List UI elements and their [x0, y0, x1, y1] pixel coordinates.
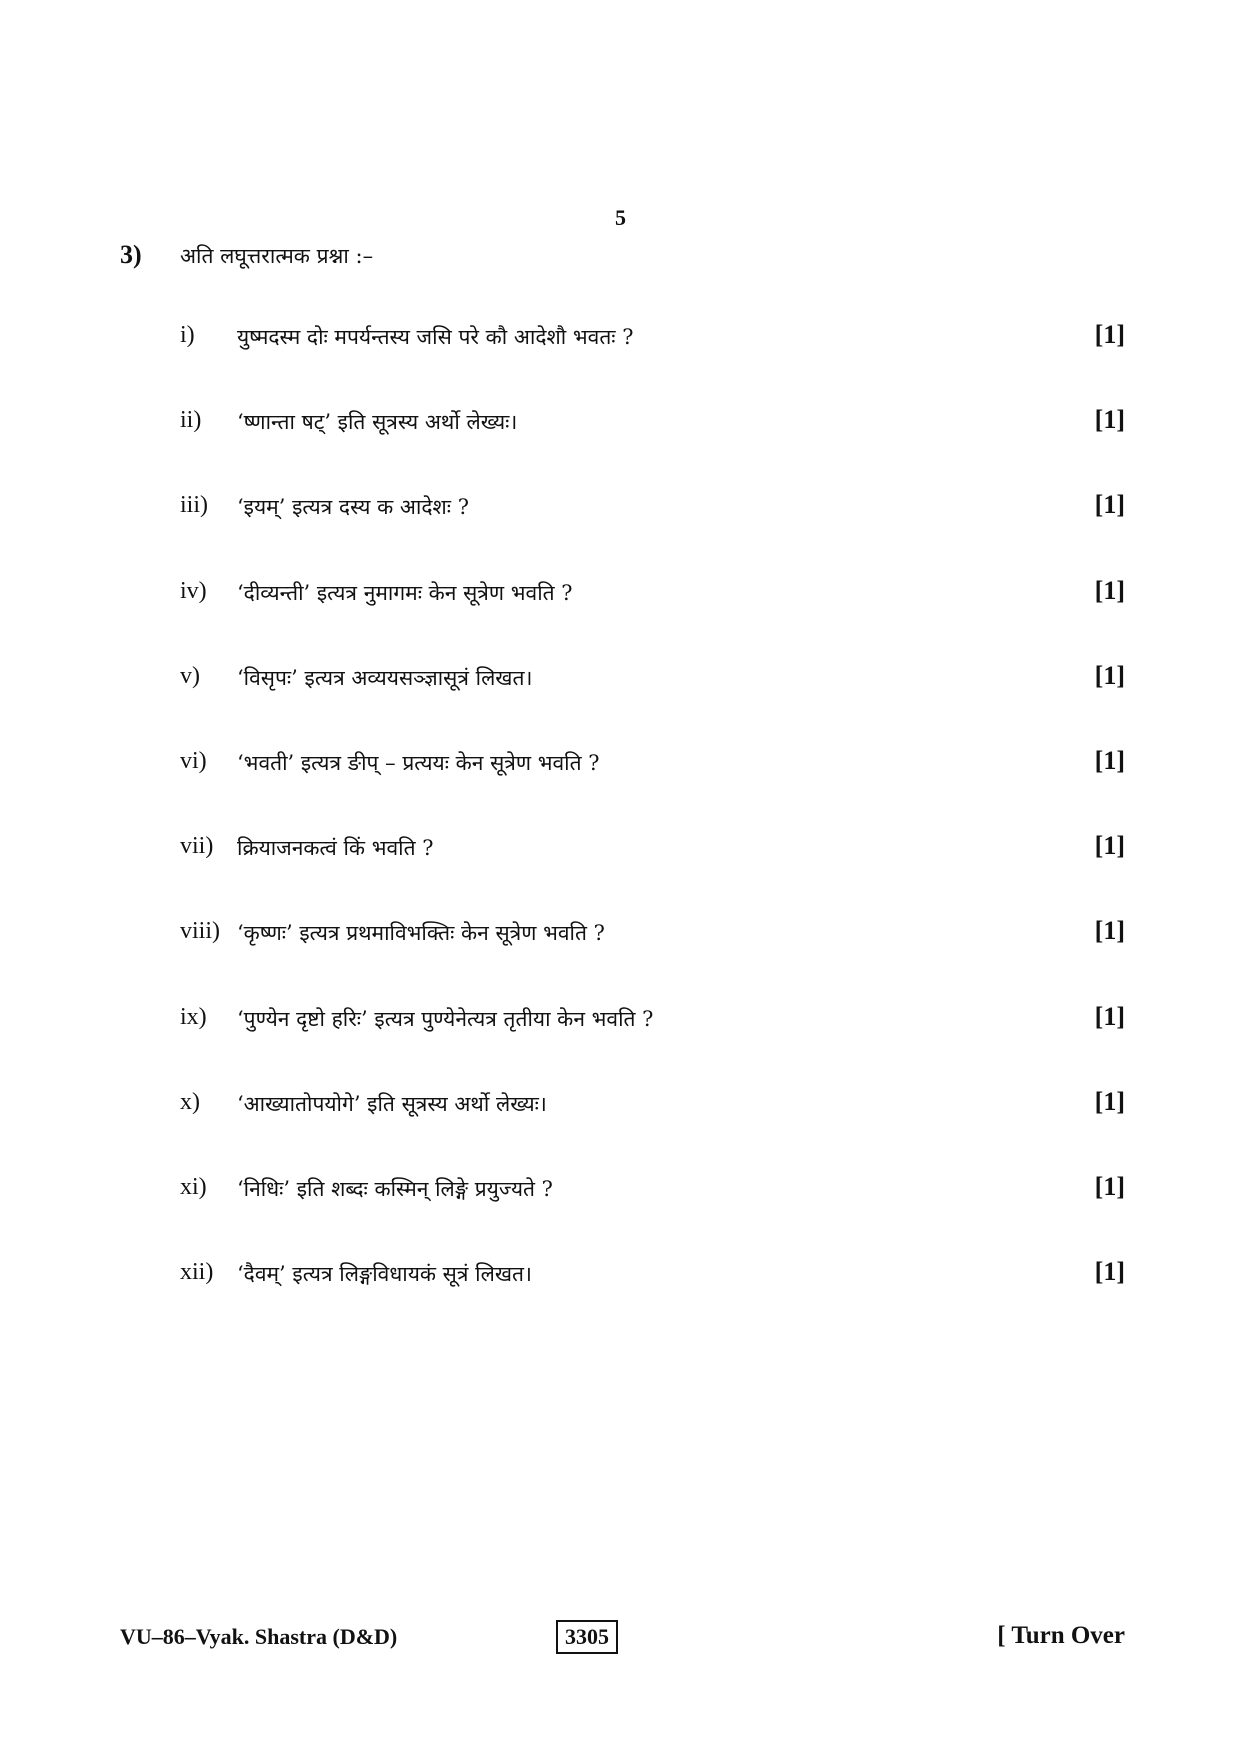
- question-item: [180, 407, 1125, 492]
- question-number: xii): [180, 1259, 214, 1286]
- footer-serial-box: 3305: [556, 1620, 618, 1654]
- question-text: युष्मदस्म दोः मपर्यन्तस्य जसि परे कौ आदेशौ भवतः ?: [237, 325, 634, 349]
- question-text: ‘दैवम्’ इत्यत्र लिङ्गविधायकं सूत्रं लिखत।: [237, 1262, 532, 1287]
- question-text: ‘ष्णान्ता षट्’ इति सूत्रस्य अर्थो लेख्यः।: [237, 410, 518, 435]
- question-number: iii): [180, 492, 208, 519]
- question-text: ‘आख्यातोपयोगे’ इति सूत्रस्य अर्थो लेख्यः।: [237, 1091, 547, 1116]
- footer-paper-code: VU–86–Vyak. Shastra (D&D): [120, 1624, 398, 1649]
- question-text: ‘इयम्’ इत्यत्र दस्य क आदेशः ?: [237, 495, 469, 520]
- section-title: अति लघूत्तरात्मक प्रश्ना :–: [180, 244, 374, 268]
- question-item: [180, 492, 1125, 577]
- question-item: [180, 1259, 1125, 1344]
- question-item: [180, 833, 1125, 918]
- question-number: viii): [180, 918, 220, 945]
- question-number: v): [180, 662, 200, 689]
- section-number: 3): [120, 240, 142, 269]
- question-marks: [1]: [1094, 1171, 1125, 1201]
- question-number: iv): [180, 577, 207, 604]
- question-marks: [1]: [1094, 831, 1125, 861]
- question-item: [180, 1001, 1125, 1089]
- question-marks: [1]: [1094, 405, 1125, 435]
- question-number: xi): [180, 1173, 207, 1200]
- question-marks: [1]: [1094, 916, 1125, 946]
- question-marks: [1]: [1094, 1001, 1125, 1031]
- question-text: ‘भवती’ इत्यत्र ङीप् – प्रत्ययः केन सूत्रेण भवति ?: [237, 750, 600, 775]
- question-item: [180, 1086, 1125, 1174]
- question-number: i): [180, 322, 195, 348]
- question-item: [180, 1171, 1125, 1259]
- question-marks: [1]: [1094, 1257, 1125, 1287]
- question-marks: [1]: [1094, 490, 1125, 520]
- question-number: x): [180, 1088, 200, 1115]
- question-text: ‘विसृपः’ इत्यत्र अव्ययसञ्ज्ञासूत्रं लिखत।: [237, 665, 533, 690]
- question-text: ‘पुण्येन दृष्टो हरिः’ इत्यत्र पुण्येनेत्यत्र तृतीया केन भवति ?: [237, 1006, 654, 1031]
- question-marks: [1]: [1094, 320, 1125, 349]
- question-item: [180, 745, 1125, 833]
- question-number: ii): [180, 407, 202, 434]
- question-list: [180, 322, 1125, 1344]
- question-item: [180, 918, 1125, 1003]
- question-number: ix): [180, 1003, 207, 1030]
- footer-turn-over: [ Turn Over: [997, 1622, 1125, 1649]
- question-marks: [1]: [1094, 1086, 1125, 1116]
- question-marks: [1]: [1094, 660, 1125, 690]
- question-item: [180, 322, 1125, 407]
- question-item: [180, 660, 1125, 748]
- question-text: ‘निधिः’ इति शब्दः कस्मिन् लिङ्गे प्रयुज्यते ?: [237, 1176, 553, 1201]
- question-marks: [1]: [1094, 575, 1125, 605]
- question-item: [180, 575, 1125, 663]
- question-number: vii): [180, 833, 214, 860]
- question-text: क्रियाजनकत्वं किं भवति ?: [237, 836, 434, 861]
- page-number: 5: [615, 205, 626, 230]
- question-text: ‘कृष्णः’ इत्यत्र प्रथमाविभक्तिः केन सूत्रेण भवति ?: [237, 921, 605, 946]
- question-marks: [1]: [1094, 745, 1125, 775]
- question-text: ‘दीव्यन्ती’ इत्यत्र नुमागमः केन सूत्रेण भवति ?: [237, 580, 573, 605]
- question-number: vi): [180, 747, 207, 774]
